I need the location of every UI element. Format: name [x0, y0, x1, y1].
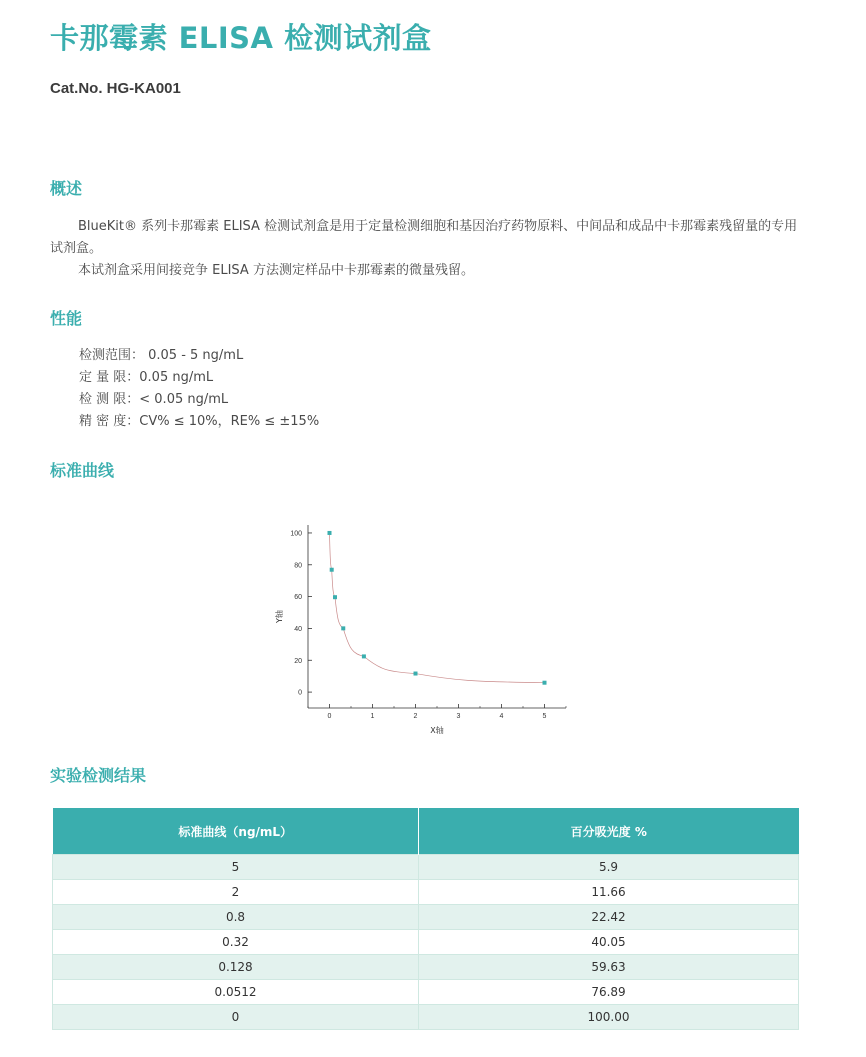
y-axis-label: Y轴 [275, 610, 284, 623]
table-row [53, 880, 799, 905]
data-point [330, 568, 334, 572]
data-point [333, 595, 337, 599]
y-tick-label: 20 [294, 657, 302, 665]
table-row [53, 930, 799, 955]
table-row [53, 1005, 799, 1030]
performance-heading: 性能 [50, 309, 83, 328]
x-axis-label: X轴 [430, 726, 444, 735]
overview-text [50, 216, 810, 282]
y-tick-label: 40 [294, 625, 302, 633]
data-point [328, 531, 332, 535]
performance-list [79, 345, 319, 433]
cell-absorbance: 11.66 [419, 880, 799, 905]
table-row [53, 980, 799, 1005]
results-table [52, 808, 799, 1030]
cell-absorbance: 59.63 [419, 955, 799, 980]
spec-quant-limit: 定 量 限：0.05 ng/mL [79, 370, 214, 385]
cell-absorbance: 22.42 [419, 905, 799, 930]
spec-detect-limit: 检 测 限：< 0.05 ng/mL [79, 392, 229, 407]
cell-absorbance: 100.00 [419, 1005, 799, 1030]
x-tick-label: 5 [542, 713, 547, 720]
overview-paragraph-1: BlueKit® 系列卡那霉素 ELISA 检测试剂盒是用于定量检测细胞和基因治疗药物原料、中间品和成品中卡那霉素残留量的专用试剂盒。 [50, 219, 798, 256]
y-tick-label: 80 [294, 562, 302, 570]
spec-range: 检测范围： 0.05 - 5 ng/mL [79, 348, 244, 363]
page-title: 卡那霉素 ELISA 检测试剂盒 [50, 21, 432, 55]
cell-absorbance: 76.89 [419, 980, 799, 1005]
cell-concentration: 0.8 [53, 905, 419, 930]
table-row [53, 855, 799, 880]
data-point [414, 672, 418, 676]
results-heading: 实验检测结果 [50, 766, 147, 785]
cell-absorbance: 40.05 [419, 930, 799, 955]
catalog-number: Cat.No. HG-KA001 [50, 80, 181, 97]
x-tick-label: 2 [413, 713, 418, 720]
fitted-curve [330, 533, 545, 683]
x-tick-label: 3 [456, 713, 461, 720]
data-point [543, 681, 547, 685]
overview-paragraph-2: 本试剂盒采用间接竞争 ELISA 方法测定样品中卡那霉素的微量残留。 [78, 263, 474, 278]
y-tick-label: 100 [290, 530, 302, 538]
cell-concentration: 0.128 [53, 955, 419, 980]
standard-curve-chart [268, 515, 588, 745]
y-tick-label: 0 [298, 689, 302, 697]
col-absorbance-header: 百分吸光度 % [419, 808, 799, 855]
cell-concentration: 5 [53, 855, 419, 880]
cell-concentration: 2 [53, 880, 419, 905]
overview-heading: 概述 [50, 179, 83, 198]
x-tick-label: 1 [370, 713, 375, 720]
cell-concentration: 0.0512 [53, 980, 419, 1005]
data-point [362, 654, 366, 658]
table-header-row [53, 808, 799, 855]
x-tick-label: 4 [499, 713, 504, 720]
table-row [53, 905, 799, 930]
x-tick-label: 0 [327, 713, 332, 720]
cell-concentration: 0 [53, 1005, 419, 1030]
cell-concentration: 0.32 [53, 930, 419, 955]
spec-precision: 精 密 度：CV% ≤ 10%，RE% ≤ ±15% [79, 414, 320, 429]
cell-absorbance: 5.9 [419, 855, 799, 880]
table-row [53, 955, 799, 980]
col-standard-header: 标准曲线（ng/mL） [53, 808, 419, 855]
data-point [341, 626, 345, 630]
y-tick-label: 60 [294, 594, 302, 602]
curve-heading: 标准曲线 [50, 461, 115, 480]
